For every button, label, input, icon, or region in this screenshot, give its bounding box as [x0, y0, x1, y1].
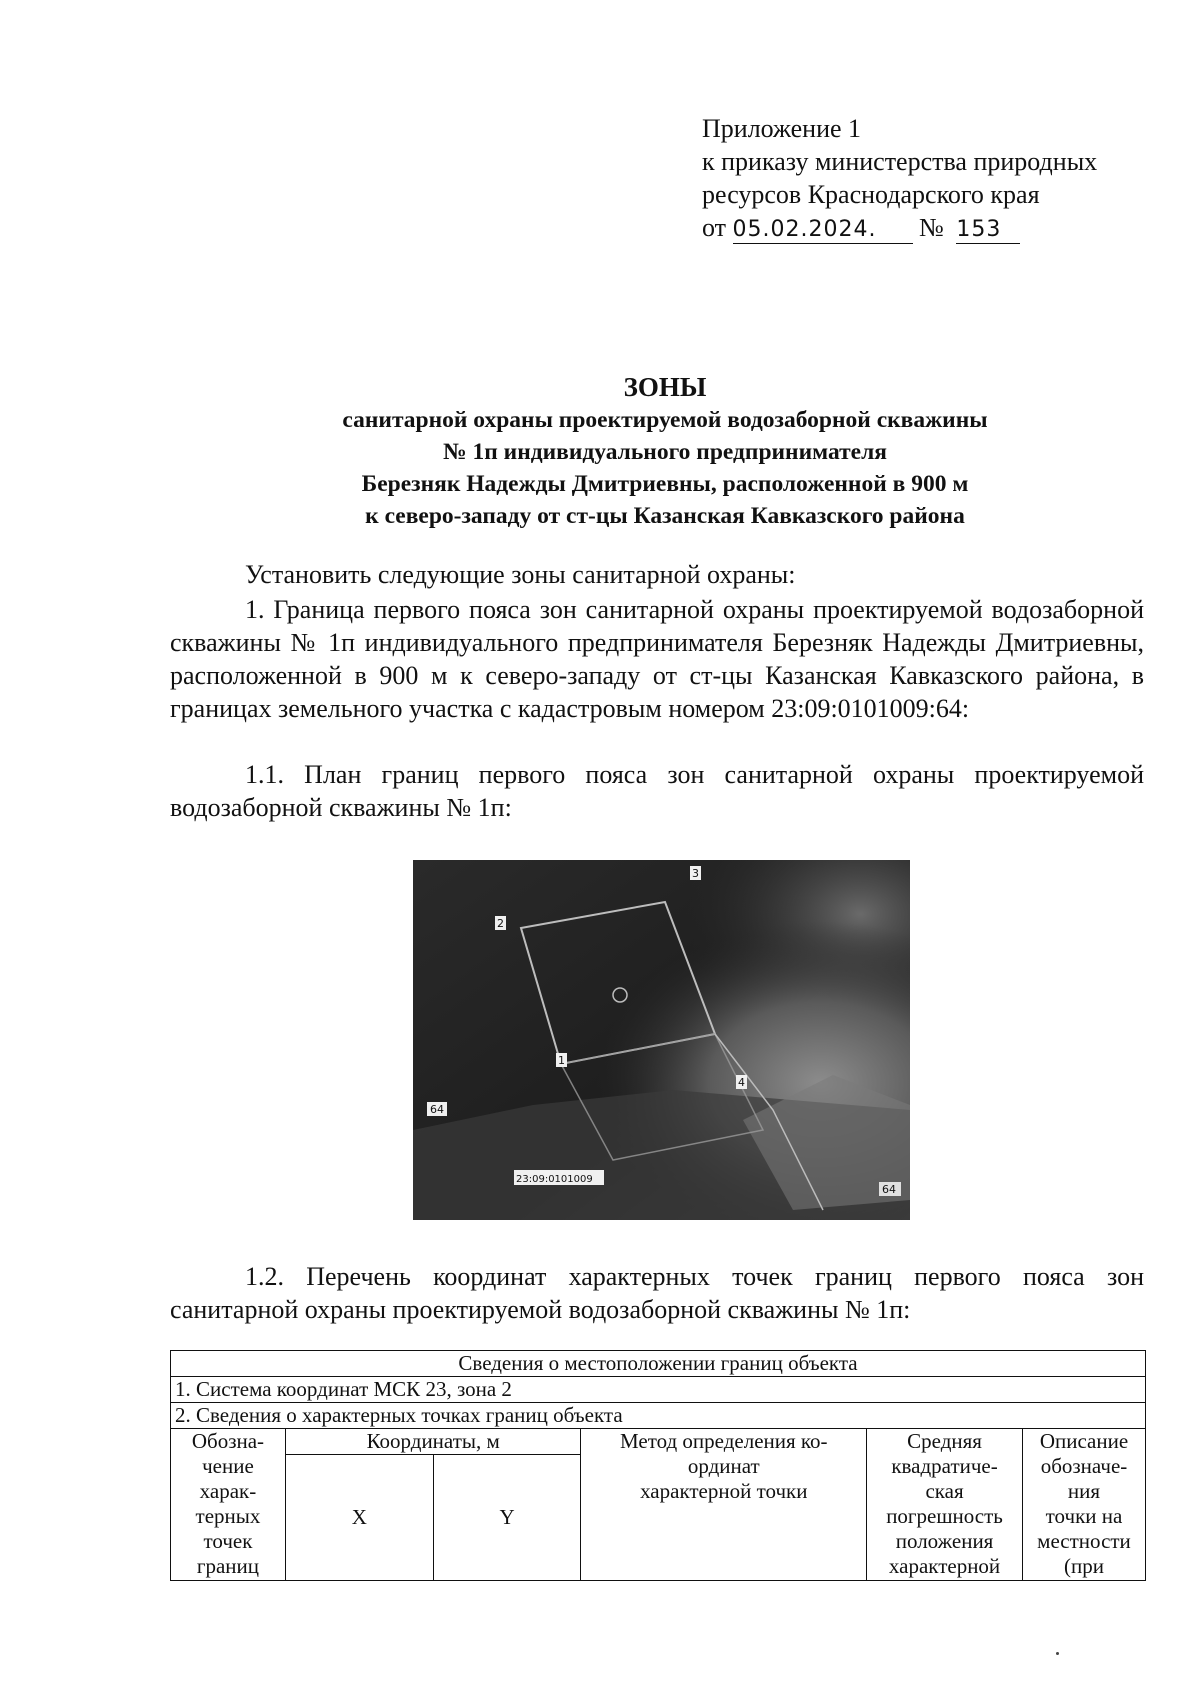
title-line-2: № 1п индивидуального предпринимателя — [443, 439, 887, 465]
intro-paragraph: Установить следующие зоны санитарной охраны: — [245, 560, 796, 589]
table-row — [171, 1351, 1146, 1377]
item-1-1-paragraph: 1.1. План границ первого пояса зон санитарной охраны проектируемой водозаборной скважины № 1п: — [170, 760, 1144, 822]
coordinates-table — [170, 1350, 1146, 1581]
col-x: X — [285, 1455, 433, 1581]
points-info-row: 2. Сведения о характерных точках границ объекта — [171, 1403, 1146, 1429]
table-row — [171, 1377, 1146, 1403]
title-line-3: Березняк Надежды Дмитриевны, расположенной в 900 м — [361, 471, 969, 497]
title-heading: ЗОНЫ — [623, 372, 707, 402]
scan-speck — [1056, 1652, 1059, 1655]
table-row — [171, 1429, 1146, 1455]
appendix-date-line — [702, 211, 1142, 244]
col-coordinates: Координаты, м — [285, 1429, 581, 1455]
map-left-label: 64 — [430, 1103, 444, 1116]
appendix-line-1: Приложение 1 — [702, 114, 862, 143]
map-right-label: 64 — [882, 1183, 896, 1196]
table-row — [171, 1403, 1146, 1429]
map-point-2: 2 — [497, 917, 504, 930]
map-point-1: 1 — [558, 1054, 565, 1067]
appendix-line-2: к приказу министерства природных — [702, 147, 1098, 176]
boundary-plan-map — [413, 860, 910, 1220]
title-line-1: санитарной охраны проектируемой водозаборной скважины — [342, 407, 988, 433]
document-title — [170, 370, 1160, 532]
col-y: Y — [433, 1455, 581, 1581]
col-method: Метод определения ко- ординат характерной точки — [581, 1429, 867, 1581]
col-description: Описание обозначе- ния точки на местности (при — [1023, 1429, 1146, 1581]
map-image — [413, 860, 910, 1220]
map-cadastral-label: 23:09:0101009 — [516, 1174, 593, 1185]
title-line-4: к северо-западу от ст-цы Казанская Кавказского района — [365, 503, 965, 529]
date-prefix: от — [702, 213, 727, 242]
item-1-2-paragraph: 1.2. Перечень координат характерных точек границ первого пояса зон санитарной охраны проектируемой водозаборной скважины № 1п: — [170, 1262, 1144, 1324]
order-number: 153 — [956, 217, 1020, 244]
number-prefix: № — [919, 213, 944, 242]
col-designation: Обозна- чение харак- терных точек границ — [171, 1429, 286, 1581]
order-date: 05.02.2024. — [733, 217, 913, 244]
appendix-line-3: ресурсов Краснодарского края — [702, 180, 1040, 209]
map-point-4: 4 — [738, 1076, 745, 1089]
coordinate-system-row: 1. Система координат МСК 23, зона 2 — [171, 1377, 1146, 1403]
appendix-block — [702, 112, 1142, 244]
table-header: Сведения о местоположении границ объекта — [171, 1351, 1146, 1377]
map-point-3: 3 — [692, 867, 699, 880]
item-1-paragraph: 1. Граница первого пояса зон санитарной охраны проектируемой водозаборной скважины № 1п индивидуального предпринимателя Березняк Надежды Дмитриевны, расположенной в 900 м к северо-западу от ст-цы Казанская Кавказского района, в границах земельного участка с кадастровым номером 23:09:0101009:64: — [170, 595, 1144, 723]
col-error: Средняя квадратиче- ская погрешность положения характерной — [867, 1429, 1023, 1581]
